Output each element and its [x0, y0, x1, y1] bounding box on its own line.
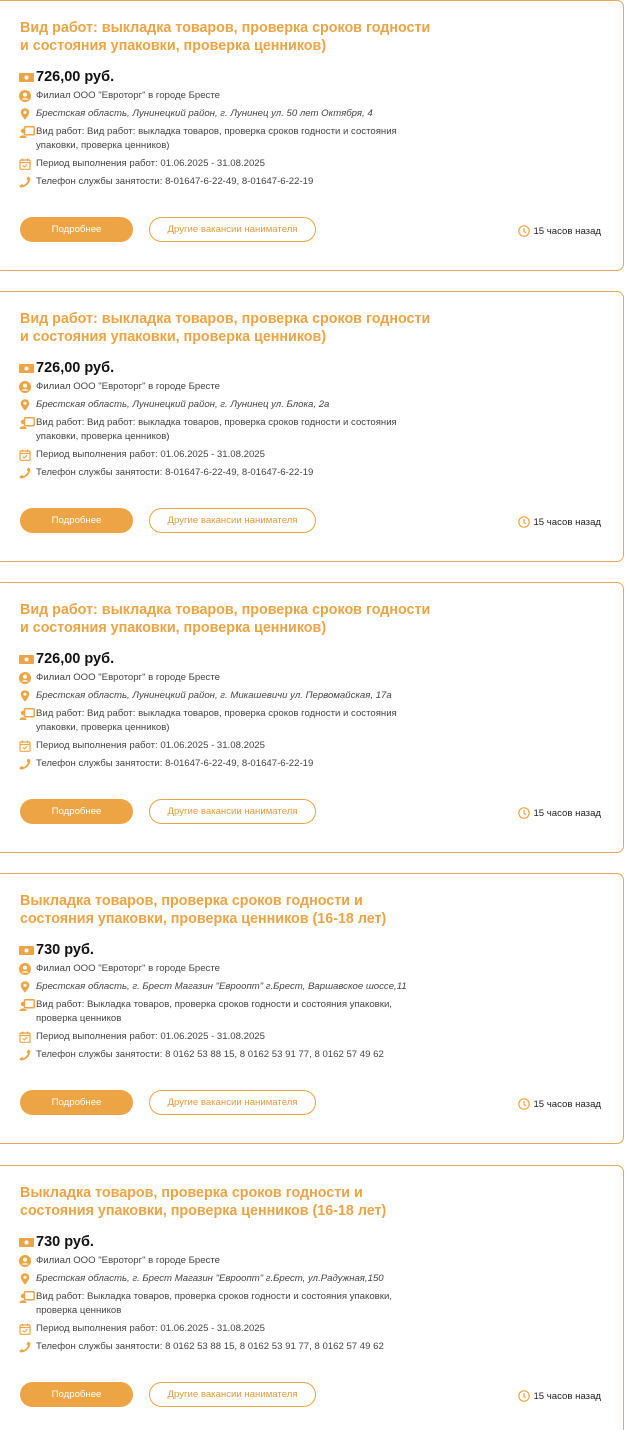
- posted-time-text: 15 часов назад: [533, 516, 601, 528]
- user-circle-icon: [19, 90, 31, 102]
- salary-value: 730 руб.: [36, 1234, 94, 1250]
- details-button[interactable]: Подробнее: [20, 508, 133, 533]
- vacancy-card: [0, 873, 624, 1144]
- address: Брестская область, г. Брест Магазин "Евроопт" г.Брест, Варшавское шоссе,11: [36, 981, 407, 992]
- address-row: [19, 1272, 429, 1286]
- other-vacancies-button[interactable]: Другие вакансии нанимателя: [149, 1382, 316, 1407]
- user-circle-icon: [19, 1255, 31, 1267]
- vacancy-title[interactable]: Вид работ: выкладка товаров, проверка сроков годности и состояния упаковки, проверка ценников): [20, 602, 431, 636]
- employer-name: Филиал ООО "Евроторг" в городе Бресте: [36, 963, 220, 974]
- employer-row: [19, 962, 429, 976]
- employment-service-phone: Телефон службы занятости: 8-01647-6-22-49, 8-01647-6-22-19: [36, 758, 314, 769]
- address: Брестская область, Лунинецкий район, г. Микашевичи ул. Первомайская, 17а: [36, 690, 392, 701]
- vacancy-card: [0, 1165, 624, 1430]
- money-icon: [19, 73, 34, 82]
- map-pin-icon: [19, 690, 31, 702]
- phone-icon: [19, 758, 31, 770]
- employer-name: Филиал ООО "Евроторг" в городе Бресте: [36, 672, 220, 683]
- details-button[interactable]: Подробнее: [20, 1382, 133, 1407]
- period-row: [19, 1322, 429, 1336]
- user-circle-icon: [19, 672, 31, 684]
- phone-icon: [19, 1341, 31, 1353]
- period-row: [19, 1030, 429, 1044]
- employment-service-phone: Телефон службы занятости: 8 0162 53 88 15, 8 0162 53 91 77, 8 0162 57 49 62: [36, 1049, 384, 1060]
- employer-row: [19, 89, 429, 103]
- other-vacancies-button[interactable]: Другие вакансии нанимателя: [149, 217, 316, 242]
- map-pin-icon: [19, 399, 31, 411]
- employer-name: Филиал ООО "Евроторг" в городе Бресте: [36, 90, 220, 101]
- work-type: Вид работ: Выкладка товаров, проверка сроков годности и состояния упаковки, проверка ценников: [36, 999, 392, 1024]
- work-type: Вид работ: Вид работ: выкладка товаров, проверка сроков годности и состояния упаковки, проверка ценников): [36, 417, 397, 442]
- work-period: Период выполнения работ: 01.06.2025 - 31.08.2025: [36, 158, 265, 169]
- work-period: Период выполнения работ: 01.06.2025 - 31.08.2025: [36, 449, 265, 460]
- vacancy-card: [0, 0, 624, 271]
- user-circle-icon: [19, 963, 31, 975]
- phone-icon: [19, 467, 31, 479]
- phone-icon: [19, 176, 31, 188]
- teacher-board-icon: [19, 417, 35, 429]
- address: Брестская область, Лунинецкий район, г. Лунинец ул. Блока, 2а: [36, 399, 330, 410]
- vacancy-title[interactable]: Выкладка товаров, проверка сроков годности и состояния упаковки, проверка ценников (16-18 лет): [20, 1185, 387, 1219]
- phone-row: [19, 1340, 429, 1354]
- teacher-board-icon: [19, 1291, 35, 1303]
- address: Брестская область, г. Брест Магазин "Евроопт" г.Брест, ул.Радужная,150: [36, 1273, 384, 1284]
- vacancy-title[interactable]: Выкладка товаров, проверка сроков годности и состояния упаковки, проверка ценников (16-18 лет): [20, 893, 387, 927]
- posted-time-text: 15 часов назад: [533, 1098, 601, 1110]
- work-type: Вид работ: Выкладка товаров, проверка сроков годности и состояния упаковки, проверка ценников: [36, 1291, 392, 1316]
- vacancy-details: [19, 380, 429, 484]
- employment-service-phone: Телефон службы занятости: 8 0162 53 88 15, 8 0162 53 91 77, 8 0162 57 49 62: [36, 1341, 384, 1352]
- other-vacancies-button[interactable]: Другие вакансии нанимателя: [149, 1090, 316, 1115]
- clock-icon: [518, 516, 530, 528]
- period-row: [19, 157, 429, 171]
- vacancy-card: [0, 291, 624, 562]
- salary: [19, 942, 94, 958]
- employment-service-phone: Телефон службы занятости: 8-01647-6-22-49, 8-01647-6-22-19: [36, 176, 314, 187]
- details-button[interactable]: Подробнее: [20, 1090, 133, 1115]
- phone-row: [19, 175, 429, 189]
- phone-row: [19, 757, 429, 771]
- phone-row: [19, 1048, 429, 1062]
- vacancy-details: [19, 89, 429, 193]
- address-row: [19, 398, 429, 412]
- period-row: [19, 448, 429, 462]
- employer-row: [19, 671, 429, 685]
- salary-value: 726,00 руб.: [36, 651, 115, 667]
- calendar-check-icon: [19, 1031, 31, 1043]
- posted-time-text: 15 часов назад: [533, 1390, 601, 1402]
- vacancy-details: [19, 671, 429, 775]
- vacancy-title[interactable]: Вид работ: выкладка товаров, проверка сроков годности и состояния упаковки, проверка ценников): [20, 20, 431, 54]
- work-type-row: [19, 1290, 429, 1318]
- map-pin-icon: [19, 1273, 31, 1285]
- salary: [19, 1234, 94, 1250]
- clock-icon: [518, 1098, 530, 1110]
- money-icon: [19, 364, 34, 373]
- posted-time: [518, 807, 601, 819]
- period-row: [19, 739, 429, 753]
- user-circle-icon: [19, 381, 31, 393]
- posted-time: [518, 1390, 601, 1402]
- calendar-check-icon: [19, 1323, 31, 1335]
- other-vacancies-button[interactable]: Другие вакансии нанимателя: [149, 508, 316, 533]
- phone-row: [19, 466, 429, 480]
- work-type-row: [19, 998, 429, 1026]
- work-type: Вид работ: Вид работ: выкладка товаров, проверка сроков годности и состояния упаковки, проверка ценников): [36, 126, 397, 151]
- money-icon: [19, 946, 34, 955]
- clock-icon: [518, 807, 530, 819]
- map-pin-icon: [19, 108, 31, 120]
- work-type-row: [19, 707, 429, 735]
- vacancy-title[interactable]: Вид работ: выкладка товаров, проверка сроков годности и состояния упаковки, проверка ценников): [20, 311, 431, 345]
- teacher-board-icon: [19, 126, 35, 138]
- employment-service-phone: Телефон службы занятости: 8-01647-6-22-49, 8-01647-6-22-19: [36, 467, 314, 478]
- employer-row: [19, 1254, 429, 1268]
- money-icon: [19, 1238, 34, 1247]
- vacancy-details: [19, 962, 429, 1066]
- salary: [19, 651, 114, 667]
- employer-name: Филиал ООО "Евроторг" в городе Бресте: [36, 1255, 220, 1266]
- clock-icon: [518, 225, 530, 237]
- vacancy-details: [19, 1254, 429, 1358]
- details-button[interactable]: Подробнее: [20, 799, 133, 824]
- map-pin-icon: [19, 981, 31, 993]
- phone-icon: [19, 1049, 31, 1061]
- work-period: Период выполнения работ: 01.06.2025 - 31.08.2025: [36, 1323, 265, 1334]
- calendar-check-icon: [19, 158, 31, 170]
- posted-time-text: 15 часов назад: [533, 225, 601, 237]
- calendar-check-icon: [19, 740, 31, 752]
- vacancy-card: [0, 582, 624, 853]
- other-vacancies-button[interactable]: Другие вакансии нанимателя: [149, 799, 316, 824]
- posted-time: [518, 225, 601, 237]
- salary: [19, 360, 114, 376]
- work-type: Вид работ: Вид работ: выкладка товаров, проверка сроков годности и состояния упаковки, проверка ценников): [36, 708, 397, 733]
- address-row: [19, 107, 429, 121]
- posted-time-text: 15 часов назад: [533, 807, 601, 819]
- salary-value: 726,00 руб.: [36, 69, 115, 85]
- clock-icon: [518, 1390, 530, 1402]
- salary-value: 726,00 руб.: [36, 360, 115, 376]
- salary-value: 730 руб.: [36, 942, 94, 958]
- posted-time: [518, 516, 601, 528]
- teacher-board-icon: [19, 999, 35, 1011]
- address: Брестская область, Лунинецкий район, г. Лунинец ул. 50 лет Октября, 4: [36, 108, 373, 119]
- posted-time: [518, 1098, 601, 1110]
- work-type-row: [19, 416, 429, 444]
- work-period: Период выполнения работ: 01.06.2025 - 31.08.2025: [36, 740, 265, 751]
- teacher-board-icon: [19, 708, 35, 720]
- work-type-row: [19, 125, 429, 153]
- salary: [19, 69, 114, 85]
- details-button[interactable]: Подробнее: [20, 217, 133, 242]
- address-row: [19, 980, 429, 994]
- work-period: Период выполнения работ: 01.06.2025 - 31.08.2025: [36, 1031, 265, 1042]
- money-icon: [19, 655, 34, 664]
- employer-name: Филиал ООО "Евроторг" в городе Бресте: [36, 381, 220, 392]
- calendar-check-icon: [19, 449, 31, 461]
- employer-row: [19, 380, 429, 394]
- address-row: [19, 689, 429, 703]
